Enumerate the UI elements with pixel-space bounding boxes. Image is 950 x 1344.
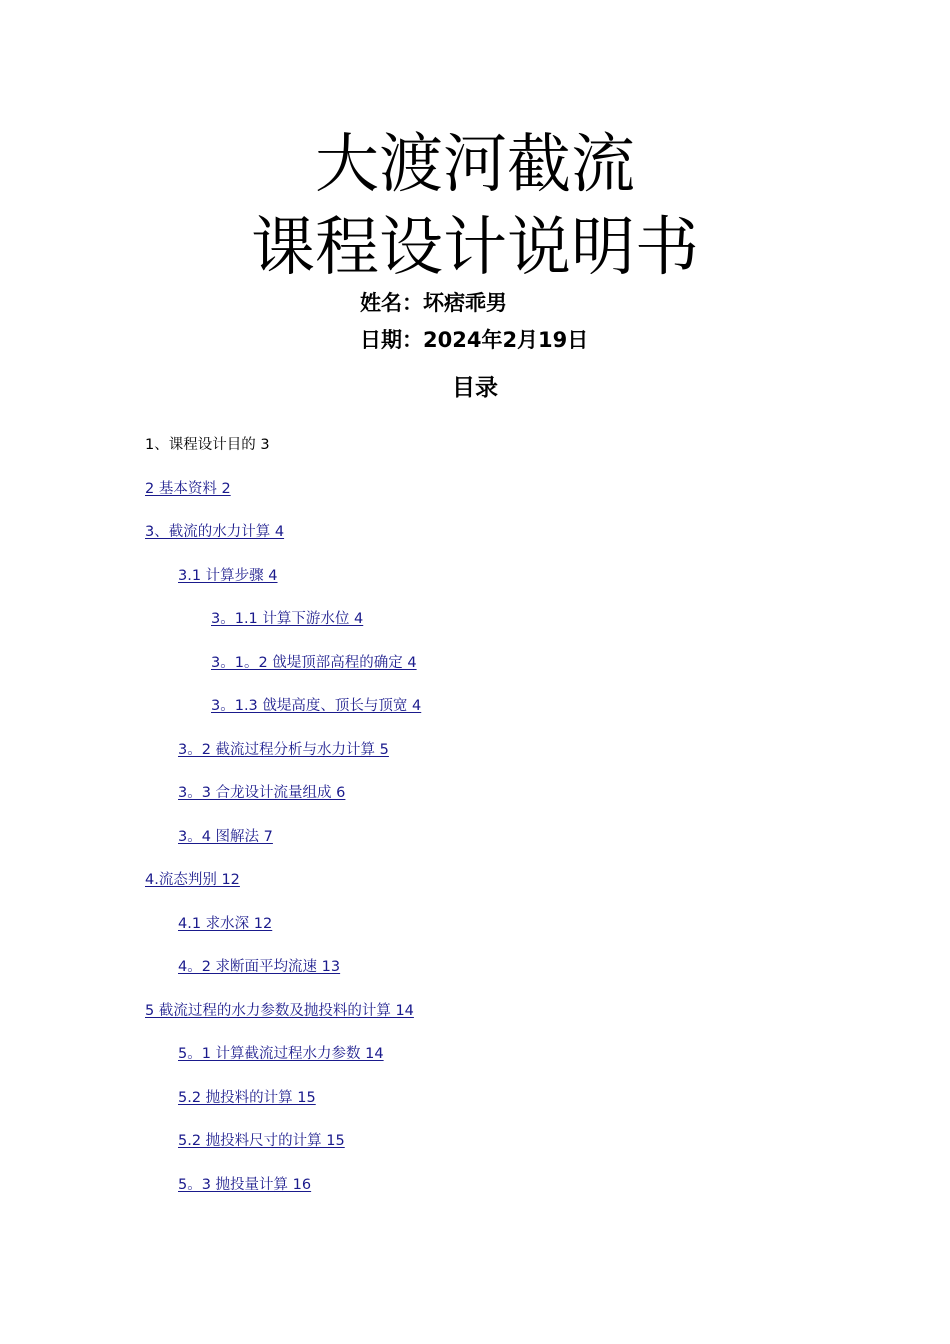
toc-link[interactable]: 4.流态判别 12 [145, 872, 240, 888]
toc-item[interactable] [145, 868, 240, 892]
toc-item[interactable] [178, 1042, 384, 1066]
toc-item[interactable] [145, 999, 414, 1023]
toc-item[interactable] [178, 1129, 345, 1153]
toc-item[interactable] [178, 781, 345, 805]
toc-heading: 目录 [452, 375, 498, 401]
toc-link[interactable]: 4。2 求断面平均流速 13 [178, 959, 341, 975]
toc-link[interactable]: 3。3 合龙设计流量组成 6 [178, 785, 346, 801]
toc-link[interactable]: 4.1 求水深 12 [178, 916, 273, 932]
toc-link[interactable]: 5.2 抛投料的计算 15 [178, 1090, 316, 1106]
toc-item-text: 1、课程设计目的 3 [145, 437, 270, 453]
toc-item[interactable] [211, 607, 363, 631]
toc-link[interactable]: 3。1.3 戗堤高度、顶长与顶宽 4 [211, 698, 422, 714]
toc-link[interactable]: 5。3 抛投量计算 16 [178, 1177, 312, 1193]
toc-link[interactable]: 3.1 计算步骤 4 [178, 568, 278, 584]
toc-link[interactable]: 3。4 图解法 7 [178, 829, 273, 845]
document-title-line-1: 大渡河截流 [315, 128, 635, 202]
toc-item [145, 433, 270, 457]
toc-item[interactable] [178, 955, 340, 979]
toc-link[interactable]: 5 截流过程的水力参数及抛投料的计算 14 [145, 1003, 414, 1019]
toc-item[interactable] [145, 477, 231, 501]
toc-item[interactable] [145, 520, 284, 544]
toc-link[interactable]: 3。1。2 戗堤顶部高程的确定 4 [211, 655, 417, 671]
toc-item[interactable] [178, 738, 389, 762]
toc-item[interactable] [178, 1086, 316, 1110]
document-title-line-2: 课程设计说明书 [251, 211, 699, 285]
toc-link[interactable]: 3。1.1 计算下游水位 4 [211, 611, 364, 627]
toc-item[interactable] [178, 1173, 311, 1197]
toc-link[interactable]: 5。1 计算截流过程水力参数 14 [178, 1046, 384, 1062]
toc-item[interactable] [178, 825, 273, 849]
toc-item[interactable] [178, 912, 272, 936]
toc-link[interactable]: 3、截流的水力计算 4 [145, 524, 285, 540]
toc-item[interactable] [178, 564, 278, 588]
toc-item[interactable] [211, 694, 421, 718]
toc-link[interactable]: 5.2 抛投料尺寸的计算 15 [178, 1133, 345, 1149]
author-name: 姓名：坏痞乖男 [360, 291, 507, 315]
toc-item[interactable] [211, 651, 417, 675]
toc-link[interactable]: 2 基本资料 2 [145, 481, 231, 497]
toc-link[interactable]: 3。2 截流过程分析与水力计算 5 [178, 742, 389, 758]
document-date: 日期：2024年2月19日 [360, 328, 589, 352]
